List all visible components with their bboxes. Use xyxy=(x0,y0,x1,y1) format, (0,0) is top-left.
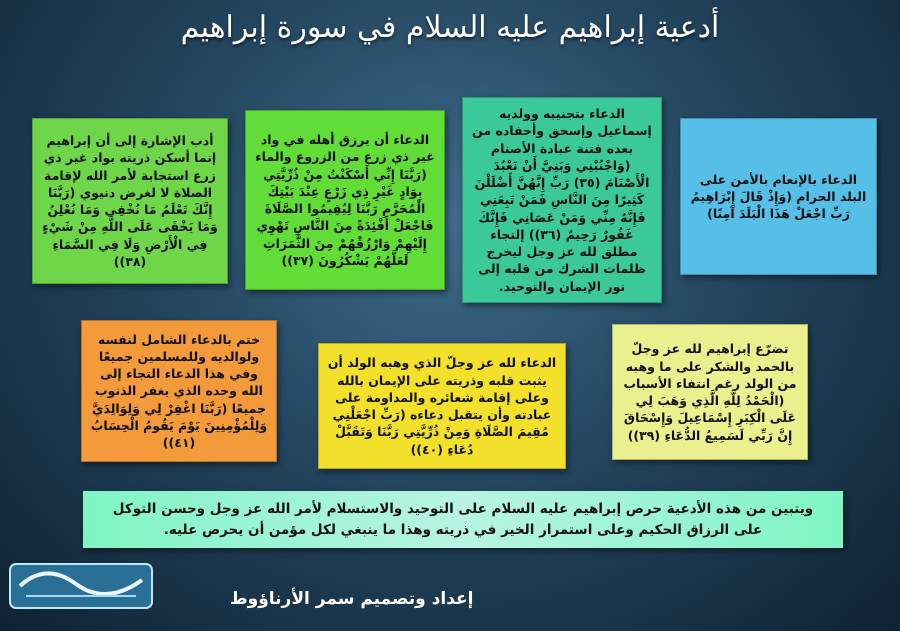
dua-text-37: الدعاء أن يرزق أهله في واد غير ذي زرع من الزروع والماء (رَبَّنَا إِنِّي أَسْكَنْتُ مِنْ ذُرِّيَّتِي بِوَادٍ غَيْرِ ذِي زَرْعٍ عِنْدَ بَيْتِكَ الْمُحَرَّمِ رَبَّنَا لِيُقِيمُوا الصَّلَاةَ فَاجْعَلْ أَفْئِدَةً مِنَ النَّاسِ تَهْوِي إِلَيْهِمْ وَارْزُقْهُمْ مِنَ الثَّمَرَاتِ لَعَلَّهُمْ يَشْكُرُونَ (٣٧)) xyxy=(255,132,435,268)
summary-banner xyxy=(83,491,843,548)
dua-text-safe-land: الدعاء بالإنعام بالأمن على البلد الحرام (وَإِذْ قَالَ إِبْرَاهِيمُ رَبِّ اجْعَلْ هَذَا الْبَلَدَ آمِنًا) xyxy=(690,171,867,222)
summary-text: ويتبين من هذه الأدعية حرص إبراهيم عليه السلام على التوحيد والاستسلام لأمر الله عز وجل وحسن التوكل على الرزاق الحكيم وعلى استمرار الخير في ذريته وهذا ما ينبغي لكل مؤمن أن يحرص عليه. xyxy=(112,501,814,538)
islamiyyat-logo-icon xyxy=(6,556,156,626)
dua-text-38: أدب الإشارة إلى أن إبراهيم إنما أسكن ذريته بواد غير ذي زرع استجابة لأمر الله لإقامة الصلاة لا لغرض دنيوي (رَبَّنَا إِنَّكَ تَعْلَمُ مَا نُخْفِي وَمَا نُعْلِنُ وَمَا يَخْفَى عَلَى اللَّهِ مِنْ شَيْءٍ فِي الْأَرْضِ وَلَا فِي السَّمَاءِ (٣٨)) xyxy=(42,133,218,269)
dua-text-39: تضرّع إبراهيم لله عز وجلّ بالحمد والشكر على ما وهبه من الولد رغم انتفاء الأسباب (الْحَمْدُ لِلَّهِ الَّذِي وَهَبَ لِي عَلَى الْكِبَرِ إِسْمَاعِيلَ وَإِسْحَاقَ إِنَّ رَبِّي لَسَمِيعُ الدُّعَاءِ (٣٩)) xyxy=(623,341,797,443)
credit-text: إعداد وتصميم سمر الأرناؤوط xyxy=(230,589,474,609)
dua-text-35-36: الدعاء بتجنيبه وولديه إسماعيل وإسحق وأحفاده من بعده فتنة عبادة الأصنام (وَاجْنُبْنِي وَبَنِيَّ أَنْ نَعْبُدَ الْأَصْنَامَ (٣٥) رَبِّ إِنَّهُنَّ أَضْلَلْنَ كَثِيرًا مِنَ النَّاسِ فَمَنْ تَبِعَنِي فَإِنَّهُ مِنِّي وَمَنْ عَصَانِي فَإِنَّكَ غَفُورٌ رَحِيمٌ (٣٦)) إلتجاء مطلق لله عز وجل ليخرج ظلمات الشرك من قلبه إلى نور الإيمان والتوحيد. xyxy=(472,106,652,294)
dua-box-37 xyxy=(245,110,445,290)
dua-box-39 xyxy=(612,324,808,460)
dua-box-40 xyxy=(318,343,566,469)
dua-text-41: ختم بالدعاء الشامل لنفسه ولوالديه وللمسلمين جميعًا وفي هذا الدعاء التجاء إلى الله وحده الذي يغفر الذنوب جميعًا (رَبَّنَا اغْفِرْ لِي وَلِوَالِدَيَّ وَلِلْمُؤْمِنِينَ يَوْمَ يَقُومُ الْحِسَابُ (٤١)) xyxy=(90,331,268,451)
dua-box-35-36 xyxy=(462,97,662,303)
dua-box-41 xyxy=(81,320,277,462)
dua-box-safe-land xyxy=(680,118,877,275)
page-title: أدعية إبراهيم عليه السلام في سورة إبراهيم xyxy=(180,10,720,45)
dua-box-38 xyxy=(32,118,228,284)
dua-text-40: الدعاء لله عز وجلّ الذي وهبه الولد أن يثبت قلبه وذريته على الإيمان بالله وعلى إقامة شعائره والمداومة على عبادته وأن يتقبل دعاءه (رَبِّ اجْعَلْنِي مُقِيمَ الصَّلَاةِ وَمِنْ ذُرِّيَّتِي رَبَّنَا وَتَقَبَّلْ دُعَاءِ (٤٠)) xyxy=(327,355,557,457)
